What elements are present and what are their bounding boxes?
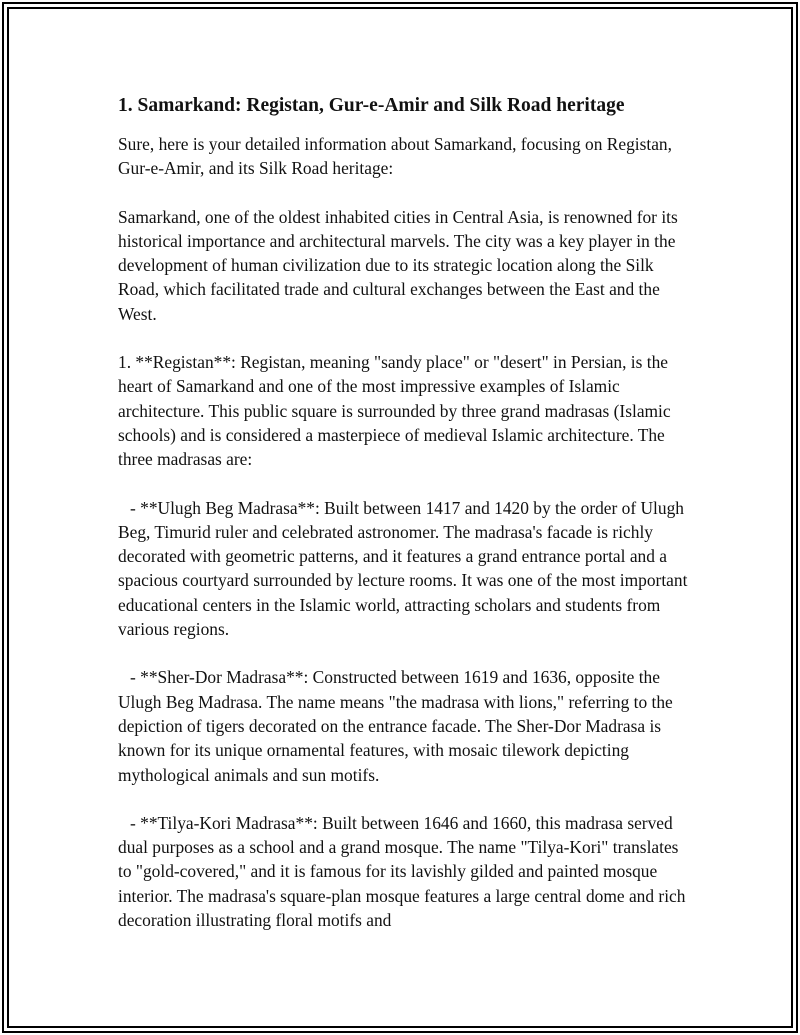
paragraph-overview: Samarkand, one of the oldest inhabited cities in Central Asia, is renowned for its historical importance and architectural marvels. The city was a key player in the development of human civilization due to its strategic location along the Silk Road, which facilitated trade and cultural exchanges between the East and the West. (118, 206, 678, 324)
document-body (118, 92, 688, 956)
paragraph-registan: 1. **Registan**: Registan, meaning "sandy place" or "desert" in Persian, is the heart of Samarkand and one of the most impressive examples of Islamic architecture. This public square is surrounded by three grand madrasas (Islamic schools) and is considered a masterpiece of medieval Islamic architecture. The three madrasas are: (118, 352, 671, 470)
paragraph-ulugh-beg: - **Ulugh Beg Madrasa**: Built between 1417 and 1420 by the order of Ulugh Beg, Timurid ruler and celebrated astronomer. The madrasa's facade is richly decorated with geometric patterns, and it features a grand entrance portal and a spacious courtyard surrounded by lecture rooms. It was one of the most important educational centers in the Islamic world, attracting scholars and students from various regions. (118, 497, 688, 640)
document-heading: 1. Samarkand: Registan, Gur-e-Amir and Silk Road heritage (118, 95, 625, 116)
paragraph-tilya-kori: - **Tilya-Kori Madrasa**: Built between 1646 and 1660, this madrasa served dual purposes as a school and a grand mosque. The name "Tilya-Kori" translates to "gold-covered," and it is famous for its lavishly gilded and painted mosque interior. The madrasa's square-plan mosque features a large central dome and rich decoration illustrating floral motifs and (118, 812, 686, 931)
paragraph-intro: Sure, here is your detailed information about Samarkand, focusing on Registan, Gur-e-Amir, and its Silk Road heritage: (118, 134, 672, 179)
paragraph-sher-dor: - **Sher-Dor Madrasa**: Constructed between 1619 and 1636, opposite the Ulugh Beg Madrasa. The name means "the madrasa with lions," referring to the depiction of tigers decorated on the entrance facade. The Sher-Dor Madrasa is known for its unique ornamental features, with mosaic tilework depicting mythological animals and sun motifs. (118, 667, 673, 785)
